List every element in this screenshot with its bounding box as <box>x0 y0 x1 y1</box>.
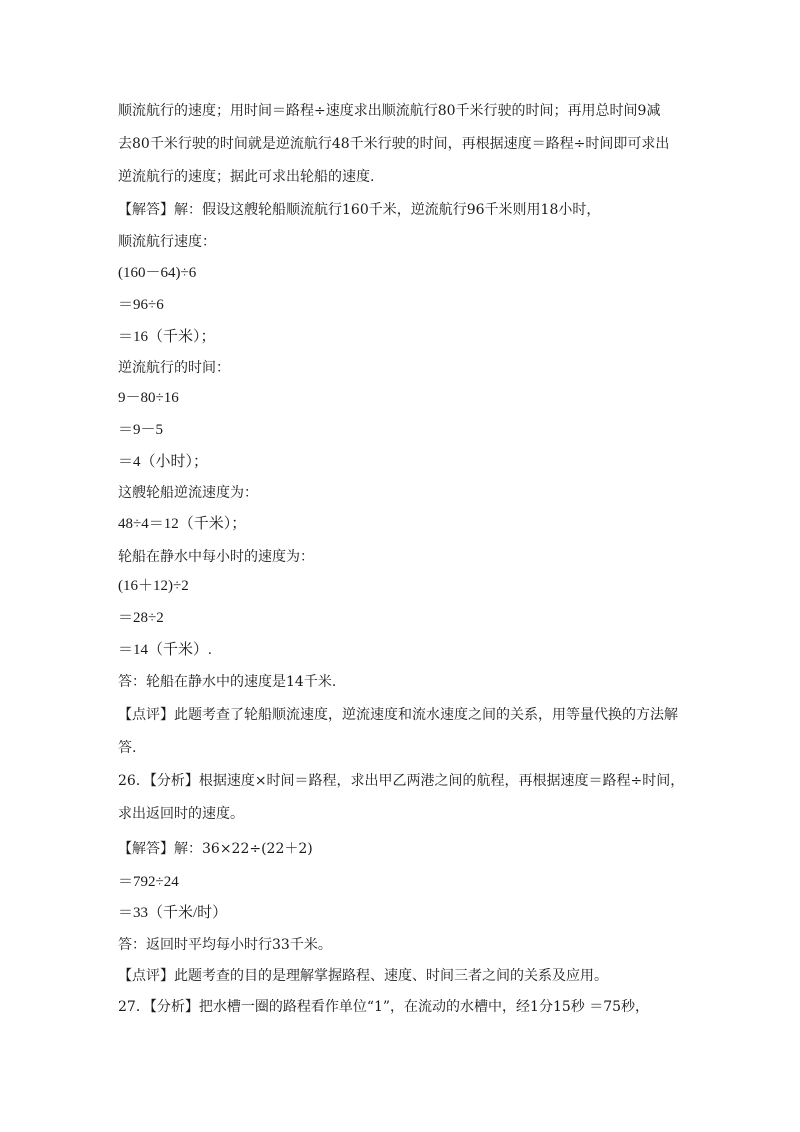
answer-line-26: 答：返回时平均每小时行33千米。 <box>118 937 332 953</box>
math-line-7: 48÷4＝12（千米）； <box>118 516 247 532</box>
question-26-solution: 【解答】解：36×22÷(22＋2) <box>118 841 313 857</box>
text-line-15: 轮船在静水中每小时的速度为： <box>118 549 314 565</box>
text-line-9: 逆流航行的时间： <box>118 360 230 376</box>
math-line-12: ＝33（千米/时） <box>118 905 228 921</box>
question-27-analysis: 27．【分析】把水槽一圈的路程看作单位“1”，在流动的水槽中，经1分15秒 ＝75秒， <box>118 999 650 1015</box>
text-line-13: 这艘轮船逆流速度为： <box>118 485 258 501</box>
math-line-8: (16＋12)÷2 <box>118 578 189 594</box>
math-line-10: ＝14（千米）. <box>118 642 212 658</box>
comment-line-25: 【点评】此题考查了轮船顺流速度，逆流速度和流水速度之间的关系，用等量代换的方法解 <box>118 707 678 723</box>
answer-heading: 【解答】解：假设这艘轮船顺流航行160千米，逆流航行96千米则用18小时， <box>118 202 601 218</box>
math-line-4: 9－80÷16 <box>118 390 179 406</box>
math-line-2: ＝96÷6 <box>118 297 164 313</box>
math-line-9: ＝28÷2 <box>118 610 164 626</box>
text-line-5: 顺流航行速度： <box>118 234 216 250</box>
math-line-1: (160－64)÷6 <box>118 265 197 281</box>
comment-line-25-cont: 答. <box>118 740 137 756</box>
question-26-analysis: 26．【分析】根据速度×时间＝路程，求出甲乙两港之间的航程，再根据速度＝路程÷时间， <box>118 773 685 789</box>
answer-line-25: 答：轮船在静水中的速度是14千米. <box>118 674 337 690</box>
math-line-3: ＝16（千米）； <box>118 329 216 345</box>
text-line-3: 逆流航行的速度；据此可求出轮船的速度. <box>118 169 375 185</box>
comment-line-26: 【点评】此题考查的目的是理解掌握路程、速度、时间三者之间的关系及应用。 <box>118 968 608 984</box>
math-line-11: ＝792÷24 <box>118 874 179 890</box>
math-line-5: ＝9－5 <box>118 422 164 438</box>
question-26-analysis-cont: 求出返回时的速度。 <box>118 806 244 822</box>
text-line-1: 顺流航行的速度；用时间＝路程÷速度求出顺流航行80千米行驶的时间；再用总时间9减 <box>118 103 661 119</box>
math-line-6: ＝4（小时）； <box>118 454 209 470</box>
text-line-2: 去80千米行驶的时间就是逆流航行48千米行驶的时间，再根据速度＝路程÷时间即可求出 <box>118 136 670 152</box>
